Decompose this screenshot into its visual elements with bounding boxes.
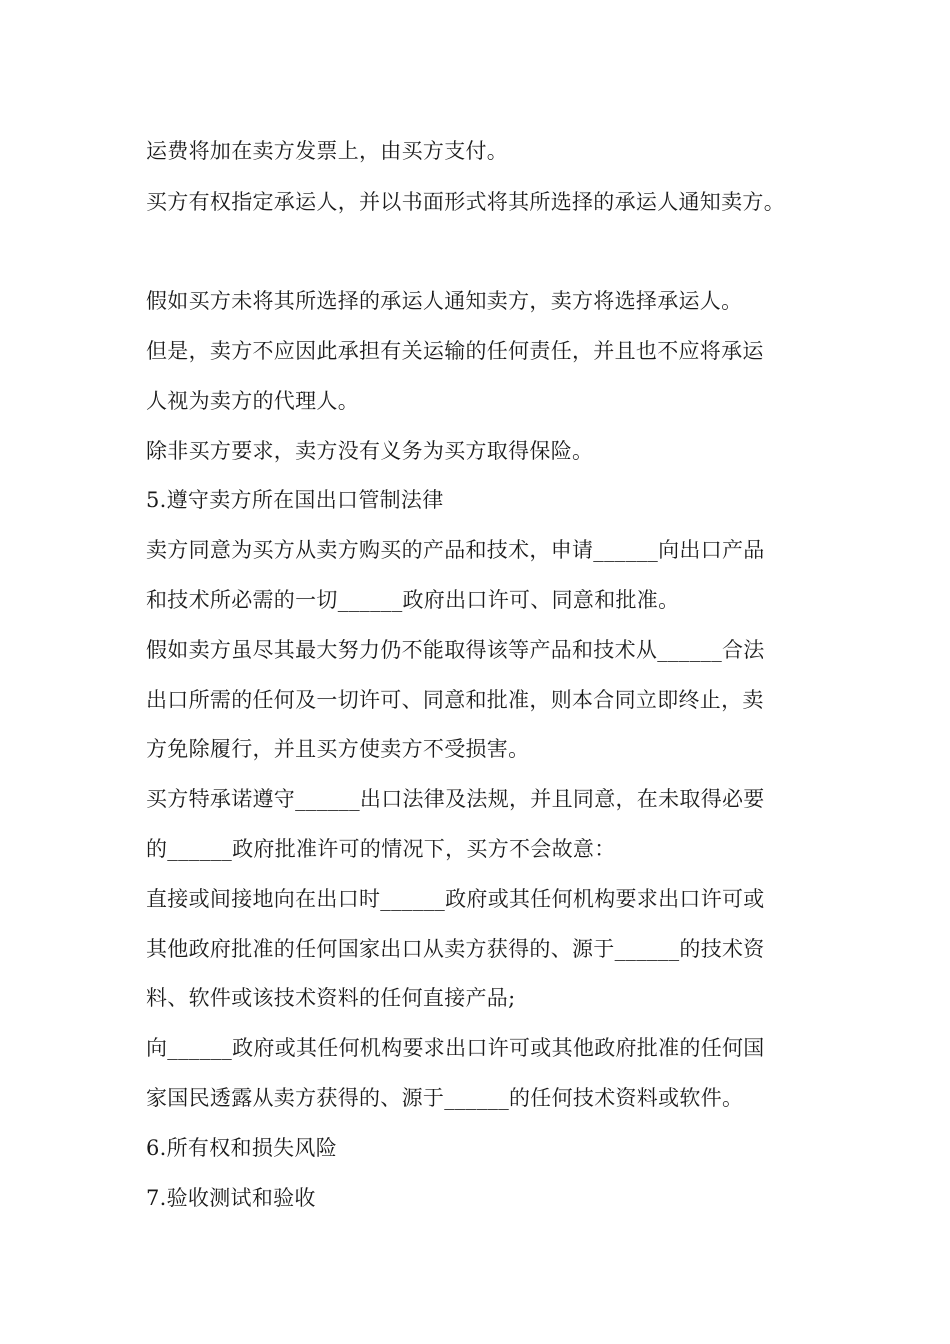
- text-line: 买方特承诺遵守______出口法律及法规，并且同意，在未取得必要: [146, 787, 765, 811]
- text-line: 假如卖方虽尽其最大努力仍不能取得该等产品和技术从______合法: [146, 638, 765, 662]
- text-line: 方免除履行，并且买方使卖方不受损害。: [146, 737, 530, 761]
- section-heading: 6.所有权和损失风险: [146, 1136, 338, 1160]
- section-heading: 5.遵守卖方所在国出口管制法律: [146, 488, 444, 512]
- text-line: 家国民透露从卖方获得的、源于______的任何技术资料或软件。: [146, 1086, 744, 1110]
- text-line: 卖方同意为买方从卖方购买的产品和技术，申请______向出口产品: [146, 538, 765, 562]
- text-line: 向______政府或其任何机构要求出口许可或其他政府批准的任何国: [146, 1036, 765, 1060]
- text-line: 但是，卖方不应因此承担有关运输的任何责任，并且也不应将承运: [146, 339, 764, 363]
- text-line: 买方有权指定承运人，并以书面形式将其所选择的承运人通知卖方。: [146, 190, 785, 214]
- text-line: 和技术所必需的一切______政府出口许可、同意和批准。: [146, 588, 680, 612]
- text-line: 的______政府批准许可的情况下，买方不会故意：: [146, 837, 616, 861]
- text-line: 假如买方未将其所选择的承运人通知卖方，卖方将选择承运人。: [146, 289, 743, 313]
- text-line: 除非买方要求，卖方没有义务为买方取得保险。: [146, 439, 594, 463]
- text-line: 出口所需的任何及一切许可、同意和批准，则本合同立即终止，卖: [146, 688, 764, 712]
- text-line: 其他政府批准的任何国家出口从卖方获得的、源于______的技术资: [146, 937, 765, 961]
- section-heading: 7.验收测试和验收: [146, 1186, 316, 1210]
- text-line: 直接或间接地向在出口时______政府或其任何机构要求出口许可或: [146, 887, 765, 911]
- text-line: 料、软件或该技术资料的任何直接产品;: [146, 986, 516, 1010]
- text-line: 运费将加在卖方发票上，由买方支付。: [146, 139, 509, 163]
- text-line: 人视为卖方的代理人。: [146, 389, 359, 413]
